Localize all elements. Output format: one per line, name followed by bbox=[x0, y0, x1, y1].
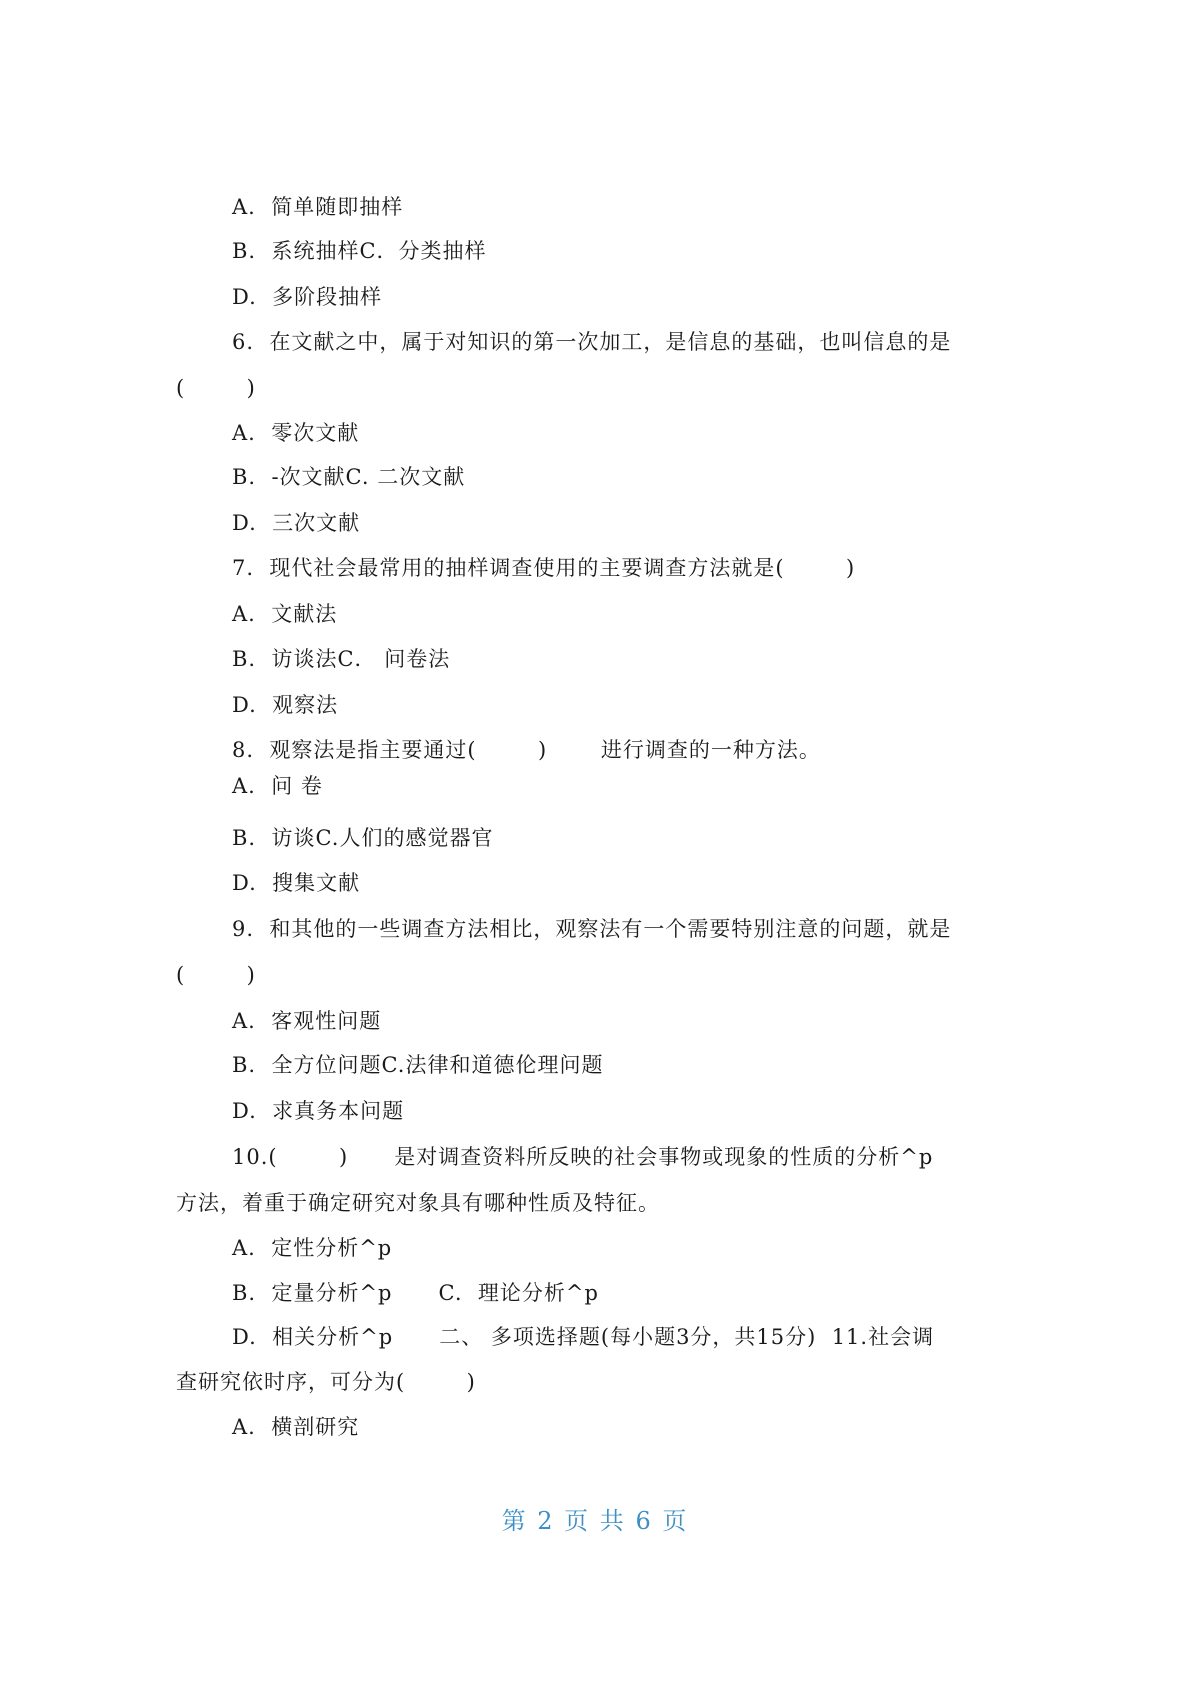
question-10-continued: 方法，着重于确定研究对象具有哪种性质及特征。 bbox=[176, 1191, 660, 1215]
option-7d: D. 观察法 bbox=[232, 693, 339, 717]
question-9: 9. 和其他的一些调查方法相比，观察法有一个需要特别注意的问题，就是 bbox=[232, 917, 952, 941]
question-9-blank: ( ) bbox=[176, 963, 256, 987]
option-5d: D. 多阶段抽样 bbox=[232, 285, 383, 309]
option-9d: D. 求真务本问题 bbox=[232, 1099, 405, 1123]
option-8b-8c: B. 访谈C.人们的感觉器官 bbox=[232, 826, 494, 850]
option-11a: A. 横剖研究 bbox=[232, 1415, 360, 1439]
question-6-blank: ( ) bbox=[176, 376, 256, 400]
option-7a: A. 文献法 bbox=[232, 602, 338, 626]
option-7b-7c: B. 访谈法C． 问卷法 bbox=[232, 647, 451, 671]
option-5a: A. 简单随即抽样 bbox=[232, 195, 404, 219]
option-9a: A. 客观性问题 bbox=[232, 1009, 382, 1033]
option-10d-section-2: D. 相关分析^p 二、 多项选择题(每小题3分，共15分) 11.社会调 bbox=[232, 1325, 935, 1349]
question-8: 8. 观察法是指主要通过( ) 进行调查的一种方法。 bbox=[232, 738, 821, 762]
question-11-continued: 查研究依时序，可分为( ) bbox=[176, 1370, 476, 1394]
option-9b-9c: B. 全方位问题C.法律和道德伦理问题 bbox=[232, 1053, 604, 1077]
option-6b-6c: B. -次文献C. 二次文献 bbox=[232, 465, 466, 489]
option-8a: A. 问 卷 bbox=[232, 774, 323, 798]
question-7: 7. 现代社会最常用的抽样调查使用的主要调查方法就是( ) bbox=[232, 556, 856, 580]
page-number-footer: 第 2 页 共 6 页 bbox=[501, 1507, 689, 1535]
option-10b-10c: B. 定量分析^p C. 理论分析^p bbox=[232, 1281, 599, 1305]
question-6: 6. 在文献之中，属于对知识的第一次加工，是信息的基础，也叫信息的是 bbox=[232, 330, 952, 354]
option-5b-5c: B. 系统抽样C．分类抽样 bbox=[232, 239, 487, 263]
option-10a: A. 定性分析^p bbox=[232, 1236, 393, 1260]
question-10: 10.( ) 是对调查资料所反映的社会事物或现象的性质的分析^p bbox=[232, 1145, 934, 1169]
option-6a: A. 零次文献 bbox=[232, 421, 360, 445]
option-6d: D. 三次文献 bbox=[232, 511, 361, 535]
option-8d: D. 搜集文献 bbox=[232, 871, 361, 895]
